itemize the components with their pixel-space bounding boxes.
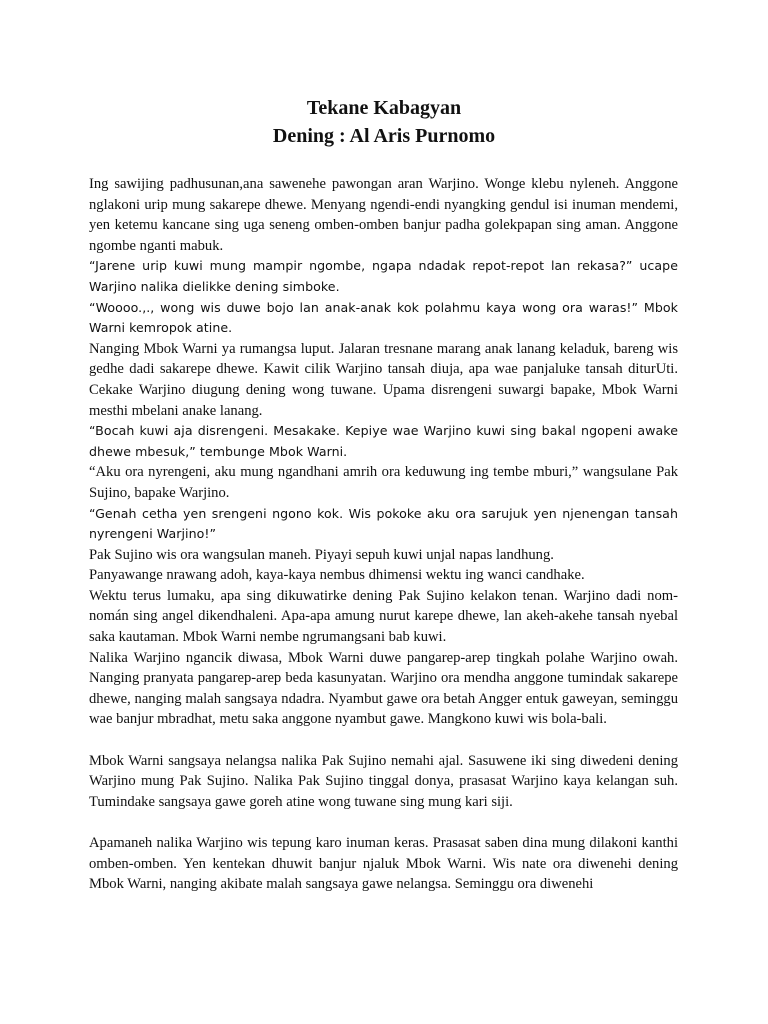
paragraph-7-dialogue: “Genah cetha yen srengeni ngono kok. Wis pokoke aku ora sarujuk yen njenengan tansah nyrengeni Warjino!” bbox=[89, 505, 678, 542]
author-line: Dening : Al Aris Purnomo bbox=[272, 125, 496, 147]
paragraph-gap bbox=[89, 730, 678, 751]
paragraph-2-dialogue: “Jarene urip kuwi mung mampir ngombe, ngapa ndadak repot-repot lan rekasa?” ucape Warjino nalika dielikke dening simboke. bbox=[89, 258, 678, 294]
paragraph-13: Apamaneh nalika Warjino wis tepung karo inuman keras. Prasasat saben dina mung dilakoni kanthi omben-omben. Yen kentekan dhuwit banjur njaluk Mbok Warni. Wis nate ora diwenehi dening Mbok Warni, nanging akibate malah sangsaya gawe nelangsa. Seminggu ora diwenehi bbox=[89, 835, 678, 893]
paragraph-5-dialogue: “Bocah kuwi aja disrengeni. Mesakake. Kepiye wae Warjino kuwi sing bakal ngopeni awake dhewe mbesuk,” tembunge Mbok Warni. bbox=[89, 423, 678, 459]
paragraph-3-dialogue: “Woooo.,., wong wis duwe bojo lan anak-anak kok polahmu kaya wong ora waras!” Mbok Warni kemropok atine. bbox=[89, 299, 678, 336]
paragraph-4: Nanging Mbok Warni ya rumangsa luput. Jalaran tresnane marang anak lanang keladuk, bareng wis gedhe dadi sakarepe dhewe. Kawit cilik Warjino tansah diuja, apa wae panjaluke tansah diturUti. Cekake Warjino diugung dening wong tuwane. Upama disrengeni suwargi bapake, Mbok Warni mesthi mbelani anake lanang. bbox=[89, 340, 678, 419]
paragraph-11: Nalika Warjino ngancik diwasa, Mbok Warni duwe pangarep-arep tingkah polahe Warjino owah. Nanging pranyata pangarep-arep beda kasunyatan. Warjino ora mendha anggone tumindak sakarepe dhewe, nanging malah sangsaya ndadra. Nyambut gawe ora betah Angger entuk gaweyan, seminggu wae banjur mbradhat, metu saka anggone nyambut gawe. Mangkono kuwi wis bola-bali. bbox=[89, 649, 678, 728]
story-title: Tekane Kabagyan bbox=[306, 97, 462, 119]
paragraph-gap bbox=[89, 812, 678, 833]
story-body bbox=[89, 174, 678, 895]
paragraph-9: Panyawange nrawang adoh, kaya-kaya nembus dhimensi wektu ing wanci candhake. bbox=[89, 567, 585, 584]
paragraph-12: Mbok Warni sangsaya nelangsa nalika Pak Sujino nemahi ajal. Sasuwene iki sing diwedeni dening Warjino mung Pak Sujino. Nalika Pak Sujino tinggal donya, prasasat Warjino kaya kelangan suh. Tumindake sangsaya gawe goreh atine wong tuwane sing mung kari siji. bbox=[89, 752, 678, 810]
paragraph-6: “Aku ora nyrengeni, aku mung ngandhani amrih ora keduwung ing tembe mburi,” wangsulane Pak Sujino, bapake Warjino. bbox=[89, 464, 678, 501]
title-block bbox=[0, 94, 768, 150]
paragraph-10: Wektu terus lumaku, apa sing dikuwatirke dening Pak Sujino kelakon tenan. Warjino dadi nom-nomán sing angel dikendhaleni. Apa-apa amung nurut karepe dhewe, lan akeh-akehe tansah nyebal saka kautaman. Mbok Warni nembe ngrumangsani bab kuwi. bbox=[89, 587, 678, 646]
paragraph-1: Ing sawijing padhusunan,ana sawenehe pawongan aran Warjino. Wonge klebu nyleneh. Anggone nglakoni urip mung sakarepe dhewe. Menyang ngendi-endi nyangking gendul isi inuman mendemi, yen ketemu kancane sing uga seneng omben-omben banjur padha golekpapan sing aman. Anggone ngombe nganti mabuk. bbox=[89, 176, 678, 254]
paragraph-8: Pak Sujino wis ora wangsulan maneh. Piyayi sepuh kuwi unjal napas landhung. bbox=[89, 546, 554, 563]
